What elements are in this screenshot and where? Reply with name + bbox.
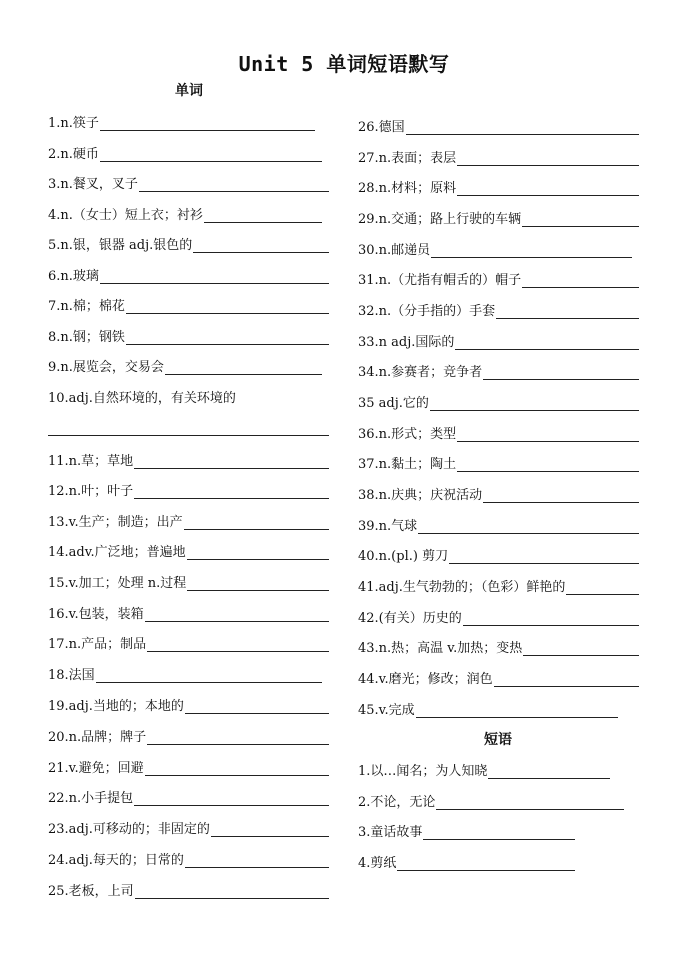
- word-item: 42.(有关）历史的: [358, 606, 639, 626]
- answer-blank[interactable]: [100, 147, 322, 162]
- words-heading: 单词: [175, 83, 203, 99]
- phrase-item: 3.童话故事: [358, 820, 575, 840]
- word-item: 11.n.草；草地: [48, 449, 329, 469]
- answer-blank[interactable]: [147, 637, 329, 652]
- answer-blank[interactable]: [430, 396, 639, 411]
- word-item: 39.n.气球: [358, 514, 639, 534]
- answer-blank[interactable]: [457, 427, 639, 442]
- word-item: 33.n adj.国际的: [358, 330, 639, 350]
- word-item: 14.adv.广泛地；普遍地: [48, 540, 329, 560]
- answer-blank[interactable]: [416, 703, 618, 718]
- word-item: 8.n.钢；钢铁: [48, 325, 329, 345]
- answer-blank[interactable]: [523, 641, 639, 656]
- answer-blank[interactable]: [397, 856, 575, 871]
- word-item: 17.n.产品；制品: [48, 632, 329, 652]
- word-item: 29.n.交通；路上行驶的车辆: [358, 207, 639, 227]
- word-item: 12.n.叶；叶子: [48, 479, 329, 499]
- word-item: 2.n.硬币: [48, 142, 322, 162]
- answer-blank[interactable]: [211, 822, 329, 837]
- word-item: 26.德国: [358, 115, 639, 135]
- answer-blank[interactable]: [187, 576, 329, 591]
- answer-blank[interactable]: [436, 795, 624, 810]
- answer-blank[interactable]: [134, 454, 329, 469]
- word-item: 40.n.(pl.) 剪刀: [358, 544, 639, 564]
- word-item: 15.v.加工；处理 n.过程: [48, 571, 329, 591]
- answer-blank[interactable]: [406, 120, 639, 135]
- answer-blank[interactable]: [418, 519, 639, 534]
- answer-blank[interactable]: [457, 457, 639, 472]
- word-item: 38.n.庆典；庆祝活动: [358, 483, 639, 503]
- word-item: 24.adj.每天的；日常的: [48, 848, 329, 868]
- word-item: 45.v.完成: [358, 698, 618, 718]
- answer-blank[interactable]: [193, 238, 329, 253]
- word-item: 30.n.邮递员: [358, 238, 632, 258]
- answer-blank[interactable]: [566, 580, 639, 595]
- answer-blank[interactable]: [494, 672, 639, 687]
- word-item: 18.法国: [48, 663, 322, 683]
- answer-blank[interactable]: [145, 607, 329, 622]
- answer-blank[interactable]: [185, 853, 329, 868]
- word-item: 37.n.黏土；陶土: [358, 452, 639, 472]
- answer-blank[interactable]: [483, 488, 639, 503]
- answer-blank[interactable]: [134, 484, 329, 499]
- answer-blank[interactable]: [126, 299, 329, 314]
- answer-blank[interactable]: [496, 304, 639, 319]
- word-item: 4.n.（女士）短上衣；衬衫: [48, 203, 322, 223]
- word-item: 1.n.筷子: [48, 111, 315, 131]
- word-item: 25.老板，上司: [48, 879, 329, 899]
- word-item: 16.v.包装，装箱: [48, 602, 329, 622]
- word-item: 34.n.参赛者；竞争者: [358, 360, 639, 380]
- answer-blank[interactable]: [185, 699, 329, 714]
- phrase-item: 4.剪纸: [358, 851, 575, 871]
- answer-blank[interactable]: [449, 549, 639, 564]
- phrases-heading: 短语: [484, 732, 512, 748]
- word-item: 3.n.餐叉，叉子: [48, 172, 329, 192]
- answer-blank[interactable]: [488, 764, 610, 779]
- answer-blank[interactable]: [184, 515, 329, 530]
- word-item: 7.n.棉；棉花: [48, 294, 329, 314]
- word-item: 32.n.（分手指的）手套: [358, 299, 639, 319]
- word-item: 13.v.生产；制造；出产: [48, 510, 329, 530]
- answer-blank[interactable]: [423, 825, 575, 840]
- page-title: Unit 5 单词短语默写: [238, 52, 450, 76]
- answer-blank[interactable]: [463, 611, 639, 626]
- answer-blank[interactable]: [134, 791, 329, 806]
- phrase-item: 2.不论，无论: [358, 790, 624, 810]
- word-item: 21.v.避免；回避: [48, 756, 329, 776]
- answer-blank[interactable]: [483, 365, 639, 380]
- word-item: 22.n.小手提包: [48, 786, 329, 806]
- answer-blank[interactable]: [126, 330, 329, 345]
- answer-blank[interactable]: [147, 730, 329, 745]
- answer-blank[interactable]: [135, 884, 329, 899]
- word-item: 31.n.（尤指有帽舌的）帽子: [358, 268, 639, 288]
- answer-blank[interactable]: [522, 273, 639, 288]
- word-item: 20.n.品牌；牌子: [48, 725, 329, 745]
- word-item: 27.n.表面；表层: [358, 146, 639, 166]
- word-item: 5.n.银，银器 adj.银色的: [48, 233, 329, 253]
- answer-blank[interactable]: [165, 360, 322, 375]
- answer-blank[interactable]: [522, 212, 639, 227]
- answer-blank[interactable]: [457, 181, 639, 196]
- answer-blank[interactable]: [96, 668, 322, 683]
- word-item: 10.adj.自然环境的，有关环境的: [48, 391, 236, 406]
- word-item: 6.n.玻璃: [48, 264, 329, 284]
- word-item-continuation: [48, 416, 329, 436]
- word-item: 35 adj.它的: [358, 391, 639, 411]
- word-item: 44.v.磨光；修改；润色: [358, 667, 639, 687]
- word-item: 36.n.形式；类型: [358, 422, 639, 442]
- answer-blank[interactable]: [100, 269, 329, 284]
- word-item: 28.n.材料；原料: [358, 176, 639, 196]
- word-item: 19.adj.当地的；本地的: [48, 694, 329, 714]
- word-item: 41.adj.生气勃勃的；（色彩）鲜艳的: [358, 575, 639, 595]
- word-item: 43.n.热；高温 v.加热；变热: [358, 636, 639, 656]
- answer-blank[interactable]: [100, 116, 315, 131]
- answer-blank[interactable]: [139, 177, 329, 192]
- answer-blank[interactable]: [145, 761, 329, 776]
- word-item: 9.n.展览会，交易会: [48, 355, 322, 375]
- answer-blank[interactable]: [48, 421, 329, 436]
- phrase-item: 1.以…闻名；为人知晓: [358, 759, 610, 779]
- answer-blank[interactable]: [455, 335, 639, 350]
- answer-blank[interactable]: [187, 545, 329, 560]
- answer-blank[interactable]: [204, 208, 322, 223]
- word-item: 23.adj.可移动的；非固定的: [48, 817, 329, 837]
- answer-blank[interactable]: [457, 151, 639, 166]
- answer-blank[interactable]: [431, 243, 632, 258]
